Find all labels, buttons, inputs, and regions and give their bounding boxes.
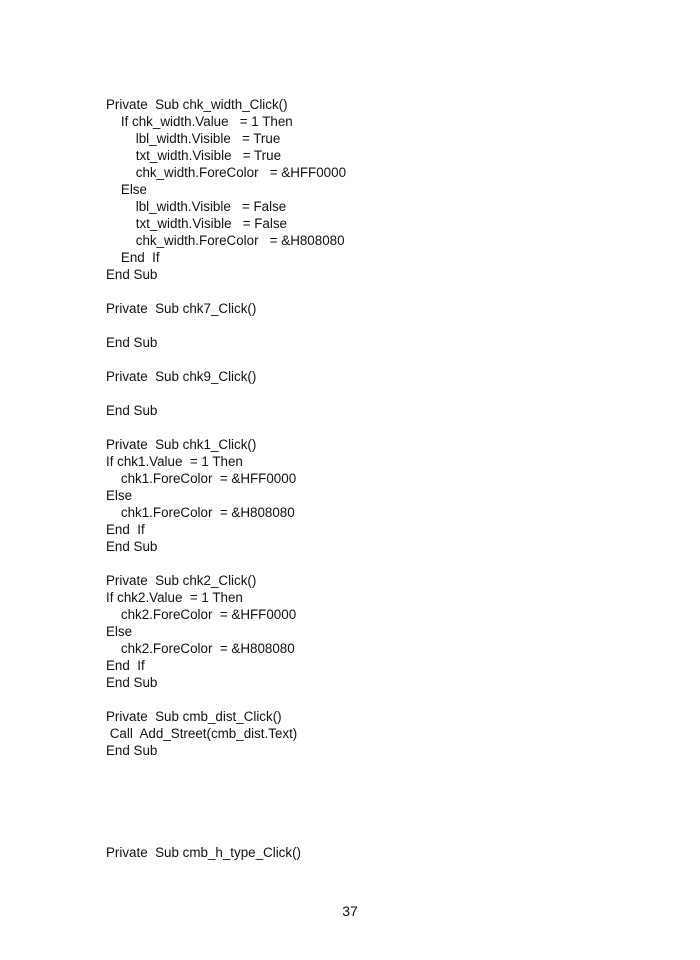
code-line: [106, 419, 666, 436]
code-line: Private Sub chk9_Click(): [106, 369, 257, 384]
code-listing: [106, 96, 666, 861]
code-line: txt_width.Visible = True: [106, 148, 282, 163]
code-line: Private Sub chk_width_Click(): [106, 97, 288, 112]
code-line: Private Sub cmb_dist_Click(): [106, 709, 282, 724]
code-line: If chk2.Value = 1 Then: [106, 590, 243, 605]
code-line: [106, 555, 666, 572]
code-line: [106, 385, 666, 402]
code-line: End Sub: [106, 335, 158, 350]
code-line: Private Sub cmb_h_type_Click(): [106, 845, 301, 860]
code-line: End Sub: [106, 675, 158, 690]
code-line: [106, 759, 666, 776]
code-line: End Sub: [106, 403, 158, 418]
code-line: Else: [106, 182, 147, 197]
code-line: End Sub: [106, 267, 158, 282]
code-line: chk2.ForeColor = &H808080: [106, 641, 295, 656]
code-line: End If: [106, 522, 145, 537]
code-line: End If: [106, 658, 145, 673]
code-line: chk_width.ForeColor = &H808080: [106, 233, 345, 248]
code-line: chk_width.ForeColor = &HFF0000: [106, 165, 347, 180]
code-line: txt_width.Visible = False: [106, 216, 287, 231]
code-line: lbl_width.Visible = True: [106, 131, 281, 146]
code-line: Else: [106, 624, 133, 639]
code-line: [106, 691, 666, 708]
code-line: [106, 827, 666, 844]
code-line: End If: [106, 250, 160, 265]
code-line: Private Sub chk2_Click(): [106, 573, 257, 588]
code-line: [106, 351, 666, 368]
code-line: Private Sub chk7_Click(): [106, 301, 257, 316]
code-line: [106, 283, 666, 300]
page-number: 37: [342, 903, 358, 919]
code-line: If chk_width.Value = 1 Then: [106, 114, 293, 129]
code-line: lbl_width.Visible = False: [106, 199, 287, 214]
code-line: chk1.ForeColor = &H808080: [106, 505, 295, 520]
code-line: End Sub: [106, 539, 158, 554]
code-line: [106, 776, 666, 793]
code-line: Private Sub chk1_Click(): [106, 437, 257, 452]
code-line: [106, 810, 666, 827]
code-line: If chk1.Value = 1 Then: [106, 454, 243, 469]
code-line: chk2.ForeColor = &HFF0000: [106, 607, 297, 622]
code-line: End Sub: [106, 743, 158, 758]
code-line: Else: [106, 488, 133, 503]
code-line: chk1.ForeColor = &HFF0000: [106, 471, 297, 486]
code-line: Call Add_Street(cmb_dist.Text): [106, 726, 298, 741]
code-line: [106, 793, 666, 810]
code-line: [106, 317, 666, 334]
